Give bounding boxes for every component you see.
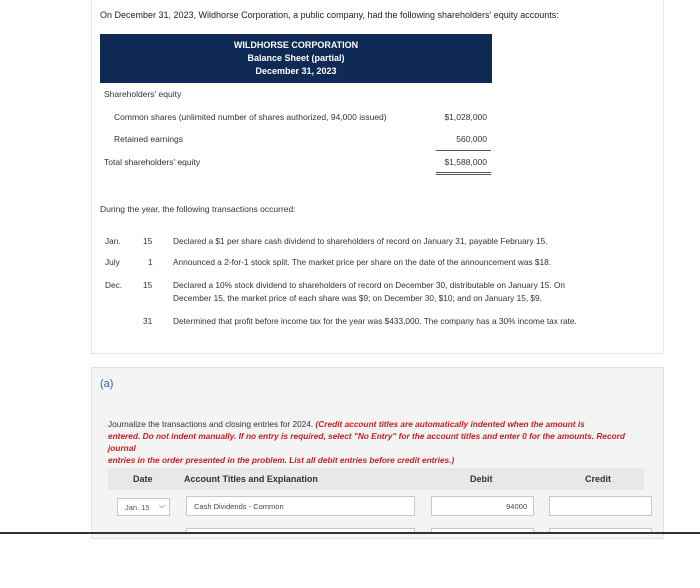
instructions (108, 418, 648, 466)
tx-text: Declared a 10% stock dividend to shareholders of record on December 30, distributable on January 15. On (173, 280, 566, 290)
tx-day: 15 (143, 236, 153, 246)
tx-day: 31 (143, 316, 153, 326)
instructions-note: (Credit account titles are automatically indented when the amount is (315, 419, 585, 429)
debit-input[interactable]: 94000 (431, 496, 534, 516)
account-title-input[interactable]: Cash Dividends - Common (186, 496, 415, 516)
date-select[interactable] (117, 498, 170, 516)
instructions-note: entries in the order presented in the problem. List all debit entries before credit entries.) (108, 455, 455, 465)
date-select-value: Jan. 15 (125, 503, 150, 512)
total-double-underline-2 (436, 174, 491, 175)
credit-input[interactable] (549, 496, 652, 516)
tx-month: Dec. (105, 280, 123, 290)
page-bottom-divider (0, 532, 700, 534)
tx-month: July (105, 257, 120, 267)
chevron-down-icon: ⌵ (158, 501, 165, 510)
tx-text: Announced a 2-for-1 stock split. The market price per share on the date of the announcement was $18. (173, 257, 552, 267)
statement-date: December 31, 2023 (255, 66, 337, 76)
statement-name: Balance Sheet (partial) (247, 53, 345, 63)
balance-sheet-header (100, 34, 492, 83)
instructions-main: Journalize the transactions and closing entries for 2024. (108, 419, 316, 429)
retained-earnings-label: Retained earnings (114, 134, 183, 144)
tx-month: Jan. (105, 236, 121, 246)
total-double-underline (436, 172, 491, 173)
debit-column-header: Debit (470, 474, 493, 484)
tx-day: 1 (148, 257, 153, 267)
tx-day: 15 (143, 280, 153, 290)
subtotal-underline (436, 150, 491, 151)
account-column-header: Account Titles and Explanation (184, 474, 318, 484)
common-shares-amount: $1,028,000 (444, 112, 487, 122)
tx-text-continued: December 15, the market price of each share was $9; on December 30, $10; and on January 15, $9. (173, 293, 542, 303)
credit-column-header: Credit (585, 474, 612, 484)
instructions-note: entered. Do not indent manually. If no entry is required, select "No Entry" for the account titles and enter 0 for the amounts. Record journal (108, 431, 625, 453)
total-equity-amount: $1,588,000 (444, 157, 487, 167)
during-text: During the year, the following transactions occurred: (100, 204, 296, 214)
date-column-header: Date (133, 474, 153, 484)
company-name: WILDHORSE CORPORATION (233, 40, 359, 50)
tx-text: Declared a $1 per share cash dividend to shareholders of record on January 31, payable February 15. (173, 236, 548, 246)
intro-text: On December 31, 2023, Wildhorse Corporation, a public company, had the following shareholders' equity accounts: (100, 10, 559, 20)
part-label: (a) (100, 378, 114, 390)
equity-section-label: Shareholders' equity (104, 89, 182, 99)
total-equity-label: Total shareholders' equity (104, 157, 201, 167)
retained-earnings-amount: 560,000 (456, 134, 487, 144)
common-shares-label: Common shares (unlimited number of shares authorized, 94,000 issued) (114, 112, 387, 122)
tx-text: Determined that profit before income tax for the year was $433,000. The company has a 30% income tax rate. (173, 316, 577, 326)
